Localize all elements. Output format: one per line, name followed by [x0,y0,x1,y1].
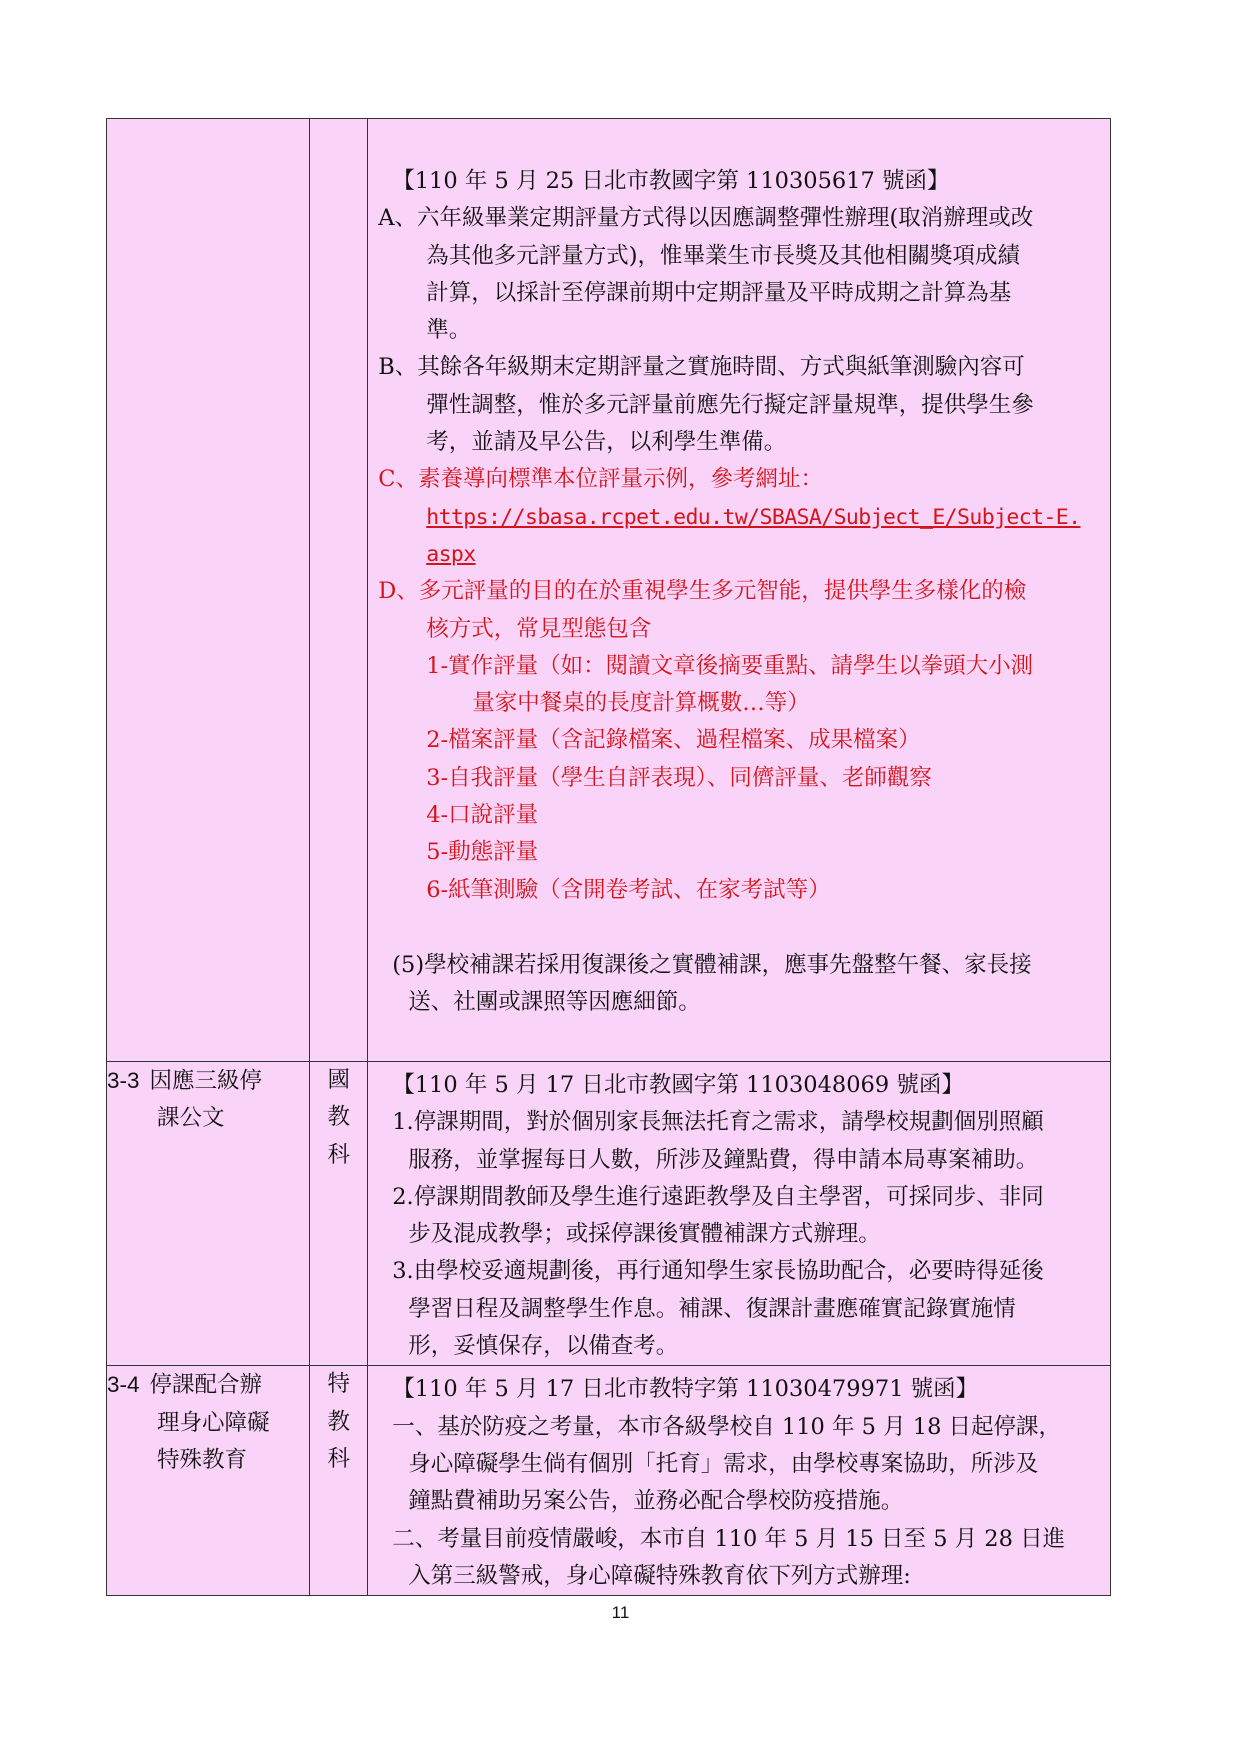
text-line: 準。 [426,317,472,344]
text-line: 彈性調整，惟於多元評量前應先行擬定評量規準，提供學生參 [426,391,1034,418]
content-cell [368,119,1111,1062]
item-title: 停課配合辦 [149,1372,263,1399]
text-line: 2.停課期間教師及學生進行遠距教學及自主學習，可採同步、非同 [392,1183,1044,1210]
text-line: A、六年級畢業定期評量方式得以因應調整彈性辦理(取消辦理或改 [378,205,1034,232]
table-row [107,1062,1111,1366]
text-line: C、素養導向標準本位評量示例，參考網址： [378,466,823,493]
text-line: 【110 年 5 月 17 日北市教特字第 11030479971 號函】 [392,1376,979,1403]
text-line: 3-自我評量（學生自評表現）、同儕評量、老師觀察 [426,764,932,791]
item-title: 特殊教育 [157,1446,248,1473]
text-line: 1-實作評量（如：閱讀文章後摘要重點、請學生以拳頭大小測 [426,652,1034,679]
text-line: B、其餘各年級期末定期評量之實施時間、方式與紙筆測驗內容可 [378,354,1025,381]
item-title: 理身心障礙 [157,1409,270,1436]
content-block [368,119,1110,1022]
text-line: 形，妥慎保存，以備查考。 [408,1333,679,1360]
dept-char: 教 [327,1104,350,1131]
dept-char: 國 [327,1067,350,1093]
content-block [368,1366,1110,1595]
content-cell [368,1062,1111,1366]
page-number: 11 [611,1603,630,1622]
policy-table [106,118,1111,1596]
text-line: (5)學校補課若採用復課後之實體補課，應事先盤整午餐、家長接 [392,951,1032,978]
text-line: 身心障礙學生倘有個別「托育」需求，由學校專案協助，所涉及 [408,1450,1039,1477]
dept-cell [310,1366,368,1596]
text-line: 6-紙筆測驗（含開卷考試、在家考試等） [426,876,831,903]
text-line: 一、基於防疫之考量，本市各級學校自 110 年 5 月 18 日起停課， [392,1413,1062,1440]
item-number: 3-4 [107,1372,140,1398]
reference-link[interactable]: https://sbasa.rcpet.edu.tw/SBASA/Subject_E/Subject-E. [426,504,1081,530]
dept-char: 教 [327,1408,350,1435]
text-line: 服務，並掌握每日人數，所涉及鐘點費，得申請本局專案補助。 [408,1146,1039,1173]
item-cell [107,1062,310,1366]
text-line: 3.由學校妥適規劃後，再行通知學生家長協助配合，必要時得延後 [392,1258,1044,1285]
dept-char: 科 [327,1445,350,1472]
table-row [107,1366,1111,1596]
text-line: 量家中餐桌的長度計算概數…等） [472,690,810,717]
item-cell [107,119,310,1062]
text-line: 1.停課期間，對於個別家長無法托育之需求，請學校規劃個別照顧 [392,1109,1044,1136]
text-line: 二、考量目前疫情嚴峻，本市自 110 年 5 月 15 日至 5 月 28 日進 [392,1525,1066,1552]
text-line: 【110 年 5 月 17 日北市教國字第 1103048069 號函】 [392,1072,964,1098]
text-line: 步及混成教學；或採停課後實體補課方式辦理。 [408,1221,881,1248]
text-line: 送、社團或課照等因應細節。 [408,989,701,1016]
text-line: 學習日程及調整學生作息。補課、復課計畫應確實記錄實施情 [408,1295,1016,1322]
spacer [378,909,1100,947]
item-number: 3-3 [107,1068,140,1093]
dept-cell [310,1062,368,1366]
dept-cell [310,119,368,1062]
text-line: 4-口說評量 [426,802,539,829]
text-line: 【110 年 5 月 25 日北市教國字第 110305617 號函】 [392,168,950,194]
content-block [368,1062,1110,1365]
text-line: 鐘點費補助另案公告，並務必配合學校防疫措施。 [408,1488,904,1515]
item-title: 課公文 [157,1105,225,1132]
text-line: 考，並請及早公告，以利學生準備。 [426,429,787,456]
content-cell [368,1366,1111,1596]
table-row [107,119,1111,1062]
text-line: 5-動態評量 [426,839,539,866]
dept-char: 科 [327,1141,350,1168]
text-line: D、多元評量的目的在於重視學生多元智能，提供學生多樣化的檢 [378,578,1027,605]
text-line: 入第三級警戒，身心障礙特殊教育依下列方式辦理: [408,1562,911,1589]
text-line: 為其他多元評量方式)，惟畢業生市長獎及其他相關獎項成績 [426,242,1021,269]
text-line: 計算，以採計至停課前期中定期評量及平時成期之計算為基 [426,279,1012,306]
item-cell [107,1366,310,1596]
item-title: 因應三級停 [149,1068,263,1094]
reference-link[interactable]: aspx [426,541,476,567]
dept-char: 特 [327,1371,350,1398]
text-line: 核方式，常見型態包含 [426,615,652,642]
text-line: 2-檔案評量（含記錄檔案、過程檔案、成果檔案） [426,727,921,754]
